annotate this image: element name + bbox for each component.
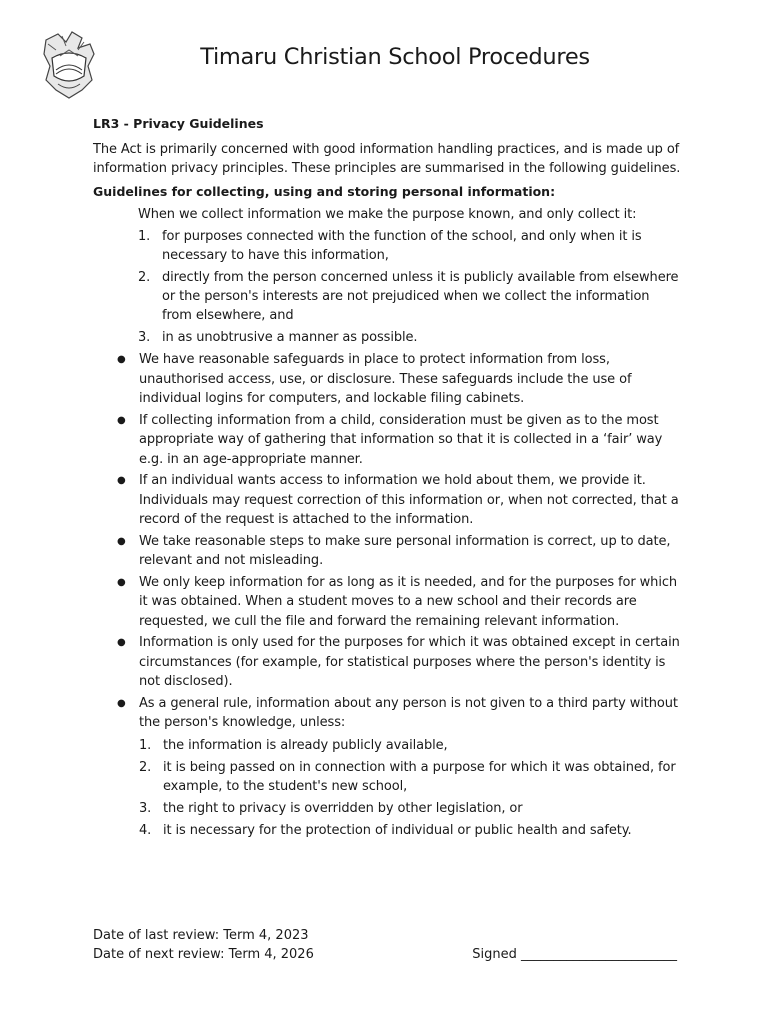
bullet-item: ● We have reasonable safeguards in place to protect information from loss, unauthorised access, use, or disclosure. These safeguards include the use of individual logins for computers, and lockable filing cabinets. bbox=[117, 352, 632, 406]
list-item: 3. in as unobtrusive a manner as possible. bbox=[138, 330, 418, 345]
list-item: 3. the right to privacy is overridden by other legislation, or bbox=[139, 800, 523, 816]
next-review-date: Date of next review: Term 4, 2026 bbox=[93, 947, 314, 962]
intro-paragraph: The Act is primarily concerned with good information handling practices, and is made up of information privacy principles. These principles are summarised in the following guidelines. bbox=[93, 142, 681, 176]
collect-intro: When we collect information we make the purpose known, and only collect it: bbox=[138, 207, 637, 222]
third-party-list bbox=[139, 736, 683, 840]
document-body bbox=[93, 116, 683, 843]
bullet-item: ● We take reasonable steps to make sure personal information is correct, up to date, relevant and not misleading. bbox=[117, 533, 671, 568]
bullet-icon: ● bbox=[117, 354, 126, 365]
bullet-item: ● If an individual wants access to information we hold about them, we provide it. Individuals may request correction of this information or, when not corrected, that a record of the request is attached to the information. bbox=[117, 473, 679, 527]
page-title: Timaru Christian School Procedures bbox=[200, 44, 590, 70]
guidelines-subheading: Guidelines for collecting, using and storing personal information: bbox=[93, 184, 556, 199]
list-item: 1. for purposes connected with the function of the school, and only when it is necessary to have this information, bbox=[138, 229, 642, 263]
page-footer bbox=[93, 926, 683, 964]
list-item: 2. directly from the person concerned unless it is publicly available from elsewhere or the person's interests are not prejudiced when we collect the information from elsewhere, and bbox=[138, 270, 679, 323]
bullet-icon: ● bbox=[117, 576, 126, 588]
collect-list bbox=[138, 227, 683, 347]
last-review-date: Date of last review: Term 4, 2023 bbox=[93, 928, 309, 943]
bullet-icon: ● bbox=[117, 414, 126, 426]
bullet-item: ● As a general rule, information about any person is not given to a third party without the person's knowledge, unless: 1. the information is already publicly available, 2. it is being passed on in connection with a purpose for which it was obtained, for example, to the student's new school, 3. the right to privacy is overridden by other legislation, or 4. it is necessary for the protection of individual or public health and safety. bbox=[139, 694, 683, 840]
list-item: 1. the information is already publicly available, bbox=[139, 737, 448, 753]
bullet-item: ● If collecting information from a child, consideration must be given as to the most appropriate way of gathering that information so that it is collected in a ‘fair’ way e.g. in an age-appropriate manner. bbox=[117, 412, 663, 467]
bullet-icon: ● bbox=[117, 535, 126, 547]
bullet-item: ● Information is only used for the purposes for which it was obtained except in certain circumstances (for example, for statistical purposes where the person's identity is not disclosed). bbox=[117, 635, 680, 689]
guidelines-bullet-list bbox=[117, 350, 683, 840]
bullet-icon: ● bbox=[117, 475, 126, 486]
bullet-icon: ● bbox=[117, 637, 126, 648]
bullet-item: ● We only keep information for as long as it is needed, and for the purposes for which it was obtained. When a student moves to a new school and their records are requested, we cull the file and forward the remaining relevant information. bbox=[117, 574, 678, 629]
list-item: 4. it is necessary for the protection of individual or public health and safety. bbox=[139, 822, 632, 838]
section-title: LR3 - Privacy Guidelines bbox=[93, 116, 264, 131]
bullet-icon: ● bbox=[117, 697, 126, 709]
list-item: 2. it is being passed on in connection with a purpose for which it was obtained, for example, to the student's new school, bbox=[139, 759, 676, 794]
signature-line: Signed ________________________ bbox=[472, 947, 677, 962]
